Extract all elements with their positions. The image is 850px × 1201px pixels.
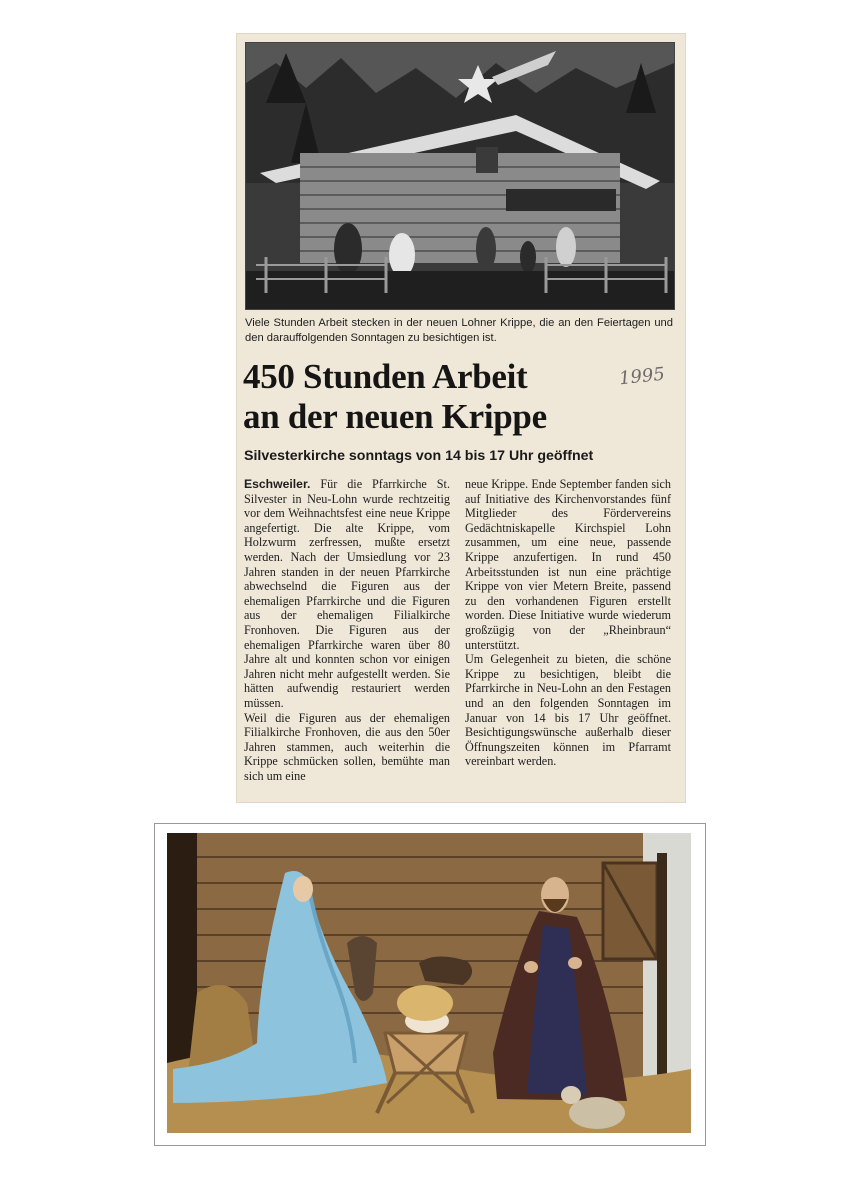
headline-line-2: an der neuen Krippe — [243, 397, 547, 436]
column-2-paragraph-1: neue Krippe. Ende September fanden sich auf Initiative des Kirchenvorstandes fünf Mitglieder des Fördervereins Gedächtniskapelle Kirchspiel Lohn zusammen, um eine neue, passende Krippe anzufertigen. In rund 450 Arbeitsstunden ist nun eine prächtige Krippe von vier Metern Breite, passend zu den vorhandenen Figuren erstellt worden. Diese Initiative wurde wiederum großzügig von der „Rheinbraun“ unterstützt. — [465, 477, 671, 652]
article-column-1 — [244, 477, 450, 783]
handwritten-year: 1995 — [618, 363, 666, 390]
newspaper-clipping — [236, 33, 686, 803]
headline — [243, 357, 683, 437]
nativity-hut-photo — [245, 42, 675, 310]
photo-caption: Viele Stunden Arbeit stecken in der neuen Lohner Krippe, die an den Feiertagen und den darauffolgenden Sonntagen zu besichtigen ist. — [245, 317, 673, 344]
subheadline: Silvesterkirche sonntags von 14 bis 17 Uhr geöffnet — [244, 448, 594, 464]
column-1-text-1: Für die Pfarrkirche St. Silvester in Neu-Lohn wurde rechtzeitig vor dem Weihnachtsfest eine neue Krippe angefertigt. Die alte Krippe, vom Holzwurm zerfressen, mußte ersetzt werden. Nach der Umsiedlung vor 23 Jahren standen in der neuen Pfarrkirche abwechselnd die Figuren aus der ehemaligen Pfarrkirche und die Figuren aus der ehemaligen Filialkirche Fronhoven. Die Figuren aus der ehemaligen Pfarrkirche waren über 80 Jahre alt und konnten schon vor einigen Jahren nicht mehr aufgestellt werden. Sie hätten aufwendig restauriert werden müssen. — [244, 477, 450, 710]
article-column-2 — [465, 477, 671, 769]
dateline: Eschweiler. — [244, 477, 311, 491]
column-1-paragraph-2: Weil die Figuren aus der ehemaligen Filialkirche Fronhoven, die aus den 50er Jahren stammen, auch weiterhin die Krippe schmücken sollen, bemühte man sich um eine — [244, 710, 450, 783]
column-2-paragraph-2: Um Gelegenheit zu bieten, die schöne Krippe zu besichtigen, bleibt die Pfarrkirche in Neu-Lohn an den Festagen und an den folgenden Sonntagen im Januar von 14 bis 17 Uhr geöffnet. Besichtigungswünsche außerhalb dieser Öffnungszeiten können im Pfarramt vereinbart werden. — [465, 652, 671, 769]
column-1-paragraph-1 — [244, 477, 450, 711]
nativity-color-photo — [167, 833, 691, 1133]
headline-line-1: 450 Stunden Arbeit — [243, 357, 528, 396]
nativity-color-photo-frame — [154, 823, 706, 1146]
